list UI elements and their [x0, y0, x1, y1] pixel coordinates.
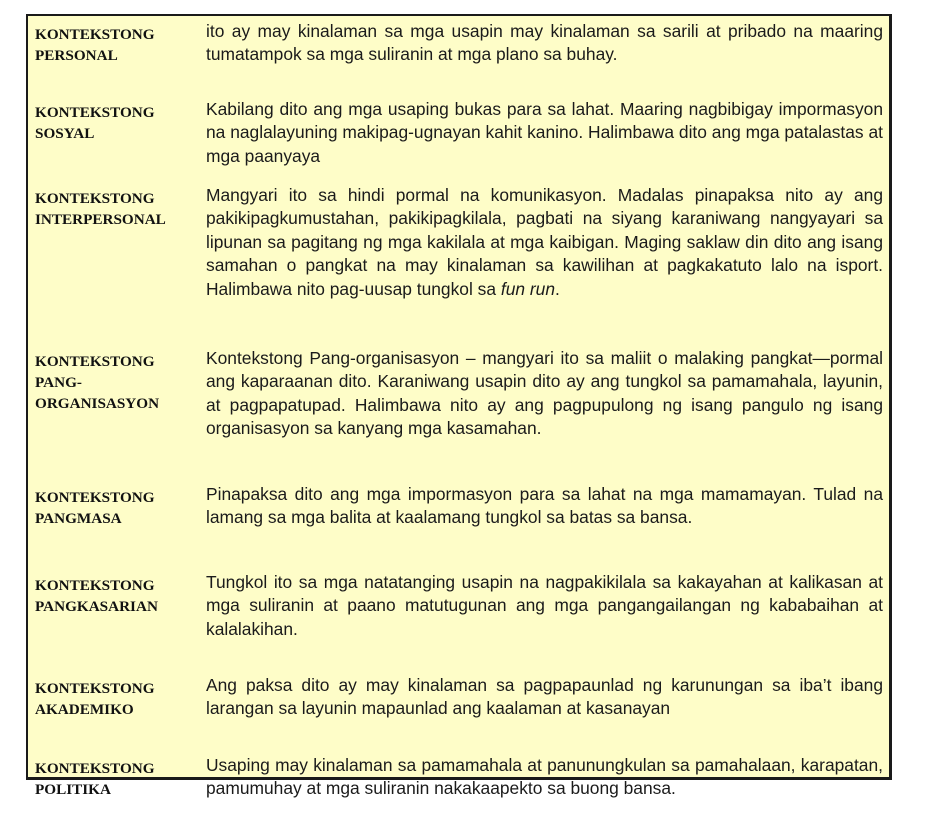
definitions-table	[28, 16, 889, 838]
term-label-line: PANG-	[35, 374, 82, 391]
desc-interpersonal-text: Mangyari ito sa hindi pormal na komunikasyon. Madalas pinapaksa nito ay ang pakikipagkumustahan, pakikipagkilala, pagbati na siyang karaniwang nangyayari sa lipunan sa pagitang ng mga kakilala at mga kaibigan. Maging saklaw din dito ang isang samahan o pangkat na may kinalaman sa kawilihan at pagkakatuto lalo na isport. Halimbawa nito pag-uusap tungkol sa	[206, 185, 883, 299]
term-personal	[28, 16, 204, 94]
table-row	[28, 343, 889, 479]
term-pang-organisasyon	[28, 343, 204, 479]
table-row	[28, 567, 889, 670]
term-label-line: KONTEKSTONG	[35, 680, 155, 697]
term-label-line: KONTEKSTONG	[35, 760, 155, 777]
term-label-line: KONTEKSTONG	[35, 353, 155, 370]
desc-interpersonal-italic: fun run	[500, 278, 556, 299]
term-label-line: AKADEMIKO	[35, 701, 134, 718]
desc-pangkasarian: Tungkol ito sa mga natatanging usapin na nagpakikilala sa kakayahan at kalikasan at mga suliranin at paano matutugunan ang mga pangangailangan ng kababaihan at kalalakihan.	[206, 572, 883, 639]
desc-politika: Usaping may kinalaman sa pamamahala at panunungkulan sa pamahalaan, karapatan, pamumuhay at mga suliranin nakakaapekto sa buong bansa.	[206, 755, 883, 799]
term-pangmasa	[28, 479, 204, 567]
term-label-line: PANGKASARIAN	[35, 598, 158, 615]
table-row	[28, 94, 889, 180]
term-label-line: PERSONAL	[35, 47, 118, 64]
term-pangkasarian	[28, 567, 204, 670]
term-label-line: KONTEKSTONG	[35, 489, 155, 506]
term-interpersonal	[28, 180, 204, 343]
term-label-line: PANGMASA	[35, 510, 122, 527]
desc-pangmasa: Pinapaksa dito ang mga impormasyon para sa lahat na mga mamamayan. Tulad na lamang sa mga balita at kaalamang tungkol sa batas sa bansa.	[206, 484, 883, 528]
term-politika	[28, 750, 204, 838]
desc-pang-organisasyon: Kontekstong Pang-organisasyon – mangyari ito sa maliit o malaking pangkat—pormal ang kaparaanan dito. Karaniwang usapin dito ay ang tungkol sa pamamahala, layunin, at pagpapatupad. Halimbawa nito ay ang pagpupulong ng isang pangulo ng isang organisasyon sa kanyang mga kasamahan.	[206, 348, 883, 439]
table-row	[28, 180, 889, 343]
term-sosyal	[28, 94, 204, 180]
definitions-table-frame	[26, 14, 892, 799]
table-row	[28, 16, 889, 94]
term-label-line: POLITIKA	[35, 781, 111, 798]
term-label-line: KONTEKSTONG	[35, 26, 155, 43]
term-label-line: KONTEKSTONG	[35, 104, 155, 121]
term-label-line: INTERPERSONAL	[35, 211, 166, 228]
table-row	[28, 479, 889, 567]
term-label-line: KONTEKSTONG	[35, 577, 155, 594]
table-row	[28, 750, 889, 838]
definitions-table-body	[28, 16, 889, 838]
desc-interpersonal	[204, 180, 889, 343]
term-akademiko	[28, 670, 204, 750]
desc-personal: ito ay may kinalaman sa mga usapin may kinalaman sa sarili at pribado na maaring tumatampok sa mga suliranin at mga plano sa buhay.	[206, 21, 883, 65]
desc-akademiko: Ang paksa dito ay may kinalaman sa pagpapaunlad ng karunungan sa iba’t ibang larangan sa layunin mapaunlad ang kaalaman at kasanayan	[206, 675, 883, 719]
term-label-line: SOSYAL	[35, 125, 95, 142]
desc-sosyal: Kabilang dito ang mga usaping bukas para sa lahat. Maaring nagbibigay impormasyon na naglalayuning makipag-ugnayan kahit kanino. Halimbawa dito ang mga patalastas at mga paanyaya	[206, 99, 883, 166]
term-label-line: KONTEKSTONG	[35, 190, 155, 207]
desc-interpersonal-tail: .	[555, 278, 560, 299]
term-label-line: ORGANISASYON	[35, 395, 160, 412]
table-row	[28, 670, 889, 750]
